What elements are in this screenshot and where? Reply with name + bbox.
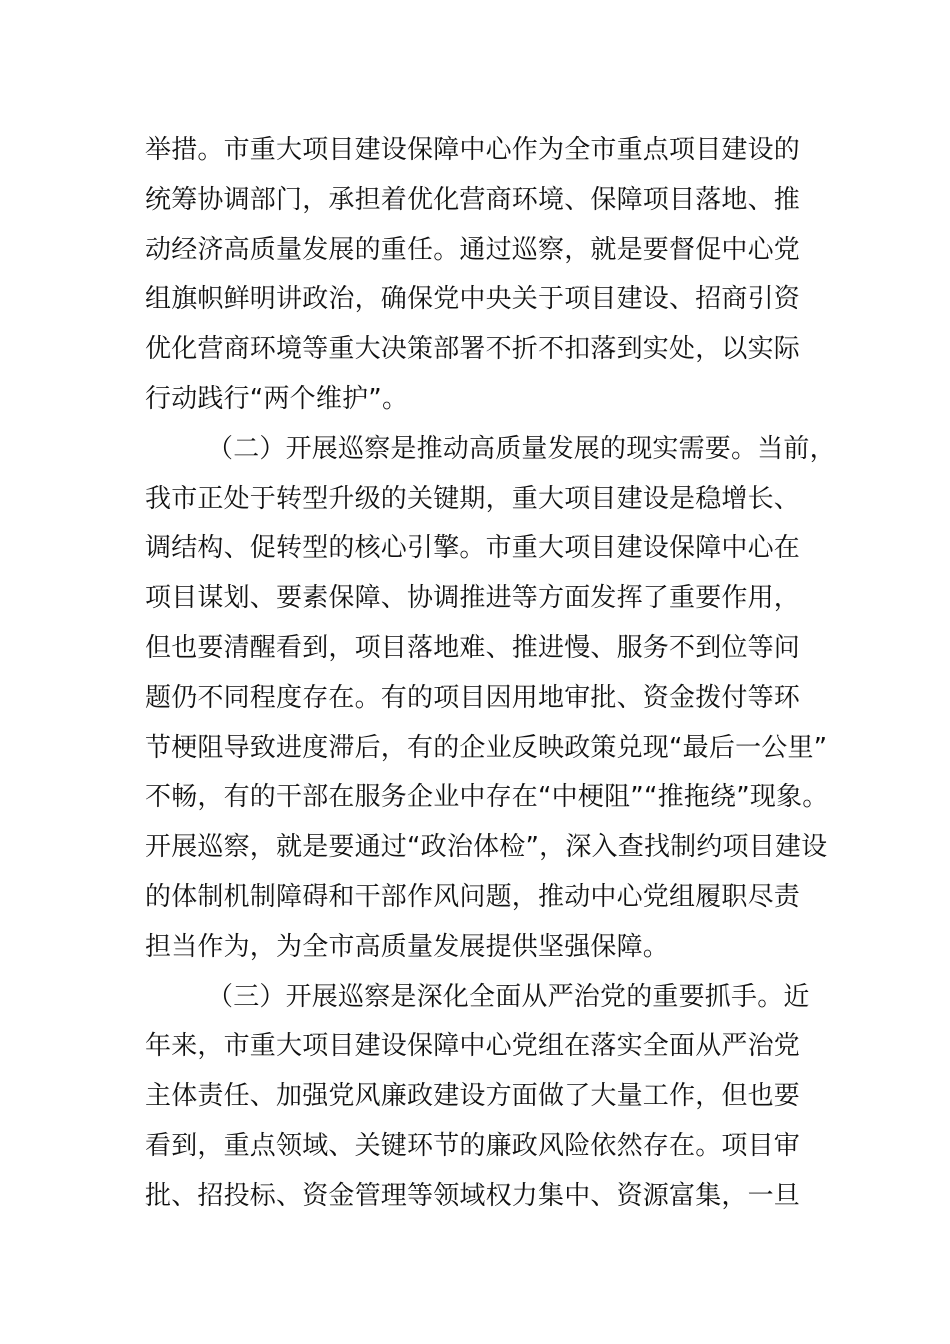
text-line: 开展巡察，就是要通过“政治体检”，深入查找制约项目建设: [145, 832, 828, 863]
text-line: 不畅，有的干部在服务企业中存在“中梗阻”“推拖绕”现象。: [145, 782, 829, 813]
text-line: 项目谋划、要素保障、协调推进等方面发挥了重要作用，: [145, 583, 801, 614]
text-line: 动经济高质量发展的重任。通过巡察，就是要督促中心党: [145, 234, 801, 265]
text-line: 调结构、促转型的核心引擎。市重大项目建设保障中心在: [145, 533, 801, 564]
text-line: 我市正处于转型升级的关键期，重大项目建设是稳增长、: [145, 483, 801, 514]
text-line: 年来，市重大项目建设保障中心党组在落实全面从严治党: [145, 1031, 801, 1062]
text-line: 但也要清醒看到，项目落地难、推进慢、服务不到位等问: [145, 632, 801, 663]
text-line: 节梗阻导致进度滞后，有的企业反映政策兑现“最后一公里”: [145, 732, 828, 763]
text-line: 主体责任、加强党风廉政建设方面做了大量工作，但也要: [145, 1081, 801, 1112]
paragraph-heading-line: （二）开展巡察是推动高质量发展的现实需要。当前，: [207, 433, 836, 464]
text-line: 看到，重点领域、关键环节的廉政风险依然存在。项目审: [145, 1130, 801, 1161]
text-line: 行动践行“两个维护”。: [145, 383, 409, 414]
text-line: 统筹协调部门，承担着优化营商环境、保障项目落地、推: [145, 184, 801, 215]
text-line: 担当作为，为全市高质量发展提供坚强保障。: [145, 931, 670, 962]
body-text: [145, 126, 865, 1222]
text-line: 举措。市重大项目建设保障中心作为全市重点项目建设的: [145, 135, 801, 165]
text-line: 的体制机制障碍和干部作风问题，推动中心党组履职尽责: [145, 881, 801, 912]
text-line: 组旗帜鲜明讲政治，确保党中央关于项目建设、招商引资: [145, 284, 801, 315]
text-line: 批、招投标、资金管理等领域权力集中、资源富集，一旦: [145, 1180, 801, 1211]
text-line: 优化营商环境等重大决策部署不折不扣落到实处，以实际: [145, 334, 801, 365]
text-line: 题仍不同程度存在。有的项目因用地审批、资金拨付等环: [145, 682, 801, 713]
paragraph-heading-line: （三）开展巡察是深化全面从严治党的重要抓手。近: [207, 981, 810, 1012]
